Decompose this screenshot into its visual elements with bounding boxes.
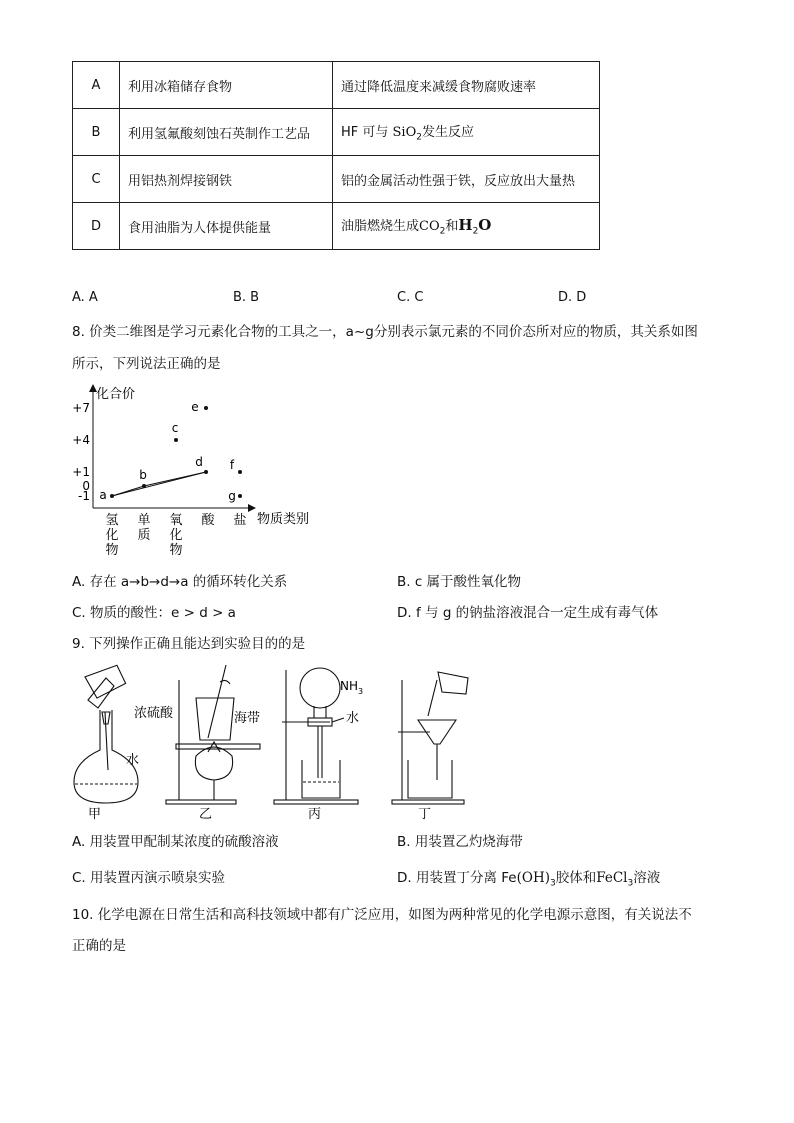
q7-table [72, 61, 600, 250]
label-ding: 丁 [418, 807, 432, 822]
q8-option-a: A. 存在 a→b→d→a 的循环转化关系 [72, 574, 288, 590]
q9-option-b: B. 用装置乙灼烧海带 [397, 834, 523, 850]
point-label: d [195, 455, 203, 469]
x-tick-label: 物 [169, 543, 183, 558]
table-row [73, 109, 600, 156]
data-points [99, 400, 242, 503]
q10-stem-line2: 正确的是 [72, 938, 126, 954]
x-tick-label: 盐 [233, 513, 247, 528]
y-tick-label: +7 [72, 401, 90, 415]
data-point [142, 484, 146, 488]
q7-option-c: C. C [397, 290, 424, 305]
table-row [73, 203, 600, 250]
apparatus-figure [68, 660, 478, 825]
x-tick-label: 氢 [105, 513, 119, 528]
data-point [204, 470, 208, 474]
table-cell-practice: 利用氢氟酸刻蚀石英制作工艺品 [120, 109, 333, 156]
y-axis-label: 化合价 [96, 387, 136, 402]
y-tick-label: +1 [72, 465, 90, 479]
table-cell-reason: 油脂燃烧生成$CO_2$和$H_2O$ [333, 203, 600, 250]
x-tick-label: 物 [105, 543, 119, 558]
y-ticks [72, 401, 90, 503]
q9-option-c: C. 用装置丙演示喷泉实验 [72, 870, 226, 886]
connect-lines [112, 472, 206, 496]
label-yi: 乙 [199, 807, 213, 822]
q7-option-d: D. D [558, 290, 587, 305]
x-axis-label: 物质类别 [257, 512, 310, 527]
table-cell-practice: 用铝热剂焊接钢铁 [120, 156, 333, 203]
table-cell-letter: C [73, 156, 120, 203]
table-cell-letter: B [73, 109, 120, 156]
x-tick-label: 质 [137, 528, 151, 543]
table-cell-reason: HF 可与 SiO$_2$发生反应 [333, 109, 600, 156]
table-cell-reason: 铝的金属活动性强于铁，反应放出大量热 [333, 156, 600, 203]
data-point [238, 494, 242, 498]
table-cell-practice: 利用冰箱储存食物 [120, 62, 333, 109]
q9-option-a: A. 用装置甲配制某浓度的硫酸溶液 [72, 834, 279, 850]
valence-chart [60, 380, 330, 560]
q8-option-c: C. 物质的酸性：e > d > a [72, 605, 236, 621]
point-label: e [191, 400, 199, 414]
label-bing: 丙 [308, 807, 322, 822]
label-nongliusuan: 浓硫酸 [134, 706, 174, 721]
q10-stem-line1: 10. 化学电源在日常生活和高科技领域中都有广泛应用，如图为两种常见的化学电源示意图，有关说法不 [72, 907, 692, 923]
q7-option-b: B. B [233, 290, 260, 305]
table-row [73, 156, 600, 203]
table-row [73, 62, 600, 109]
y-tick-label: +4 [72, 433, 90, 447]
label-jia: 甲 [88, 807, 102, 822]
volumetric-flask-apparatus [74, 665, 138, 803]
y-tick-label: -1 [78, 489, 90, 503]
connect-line [112, 472, 206, 496]
label-nh3: $NH_3$ [340, 679, 364, 696]
point-label: c [171, 421, 179, 435]
label-water: 水 [126, 753, 140, 768]
x-tick-label: 单 [137, 513, 151, 528]
point-label: b [139, 468, 147, 482]
label-haidai: 海带 [234, 711, 261, 726]
q8-option-b: B. c 属于酸性氧化物 [397, 574, 522, 590]
burning-apparatus [166, 665, 260, 804]
label-water2: 水 [346, 711, 360, 726]
table-cell-practice: 食用油脂为人体提供能量 [120, 203, 333, 250]
table-cell-letter: A [73, 62, 120, 109]
y-tick-label: 0 [82, 479, 90, 493]
q9-stem: 9. 下列操作正确且能达到实验目的的是 [72, 636, 306, 652]
q8-stem-line2: 所示，下列说法正确的是 [72, 356, 221, 372]
q7-option-a: A. A [72, 290, 98, 305]
data-point [238, 470, 242, 474]
q9-option-d: D. 用装置丁分离 $Fe(OH)_3$胶体和FeCl$_3$溶液 [397, 870, 661, 889]
point-label: a [99, 488, 107, 502]
table-cell-letter: D [73, 203, 120, 250]
q8-option-d: D. f 与 g 的钠盐溶液混合一定生成有毒气体 [397, 605, 659, 621]
point-label: f [229, 458, 235, 472]
x-categories [105, 512, 246, 558]
x-tick-label: 化 [105, 528, 119, 543]
table-cell-reason: 通过降低温度来减缓食物腐败速率 [333, 62, 600, 109]
q8-stem-line1: 8. 价类二维图是学习元素化合物的工具之一，a~g分别表示氯元素的不同价态所对应的物质，其关系如图 [72, 324, 698, 340]
data-point [204, 406, 208, 410]
x-tick-label: 氧 [169, 513, 183, 528]
filtration-apparatus [392, 672, 468, 804]
data-point [110, 494, 114, 498]
x-tick-label: 化 [169, 528, 183, 543]
x-tick-label: 酸 [201, 513, 215, 528]
data-point [174, 438, 178, 442]
point-label: g [228, 489, 236, 503]
